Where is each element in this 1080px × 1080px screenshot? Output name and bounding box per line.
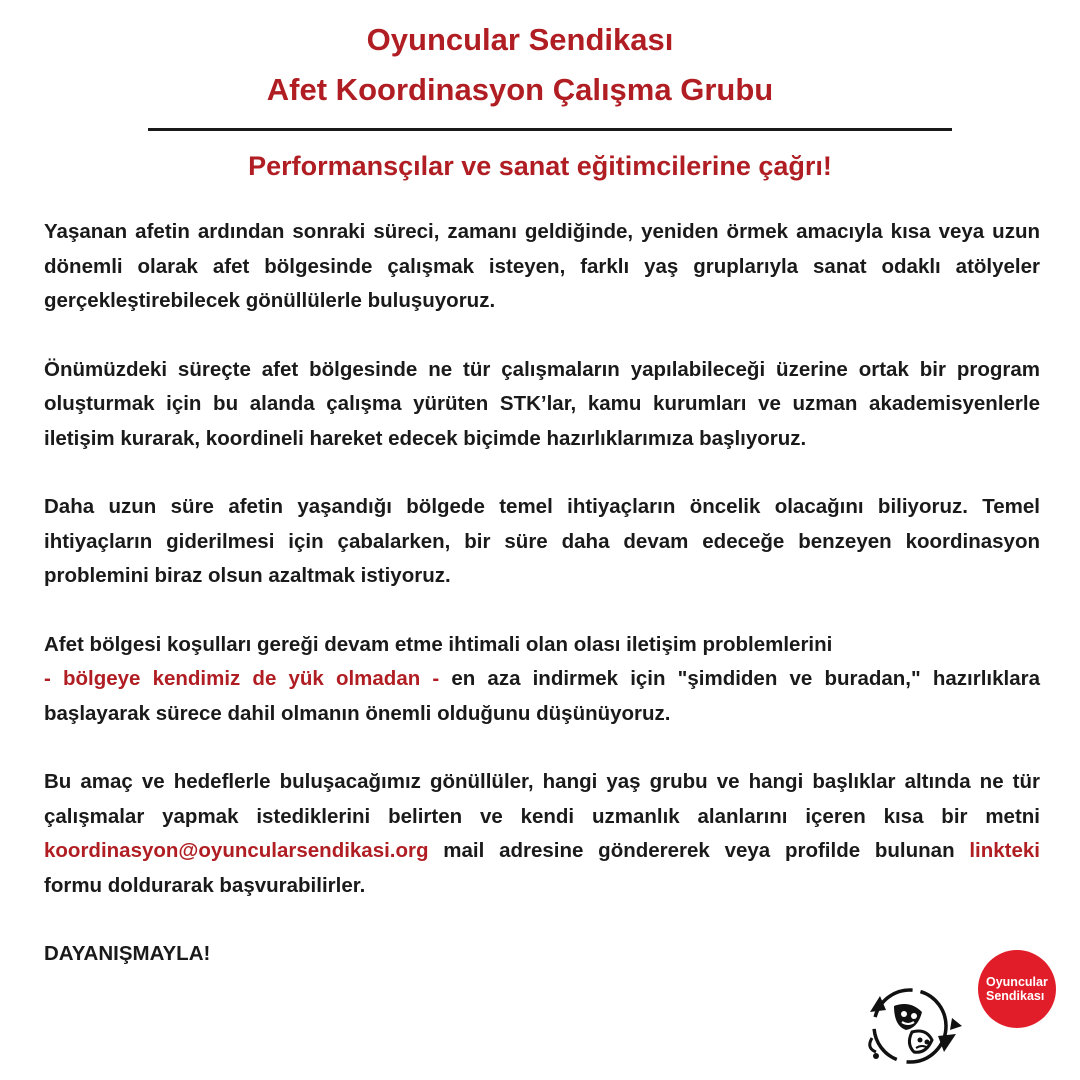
page-title-line-1: Oyuncular Sendikası	[366, 22, 674, 57]
page-subtitle: Performansçılar ve sanat eğitimcilerine çağrı!	[248, 151, 832, 181]
paragraph-5-part-1: Bu amaç ve hedeflerle buluşacağımız gönüllüler, hangi yaş grubu ve hangi başlıklar altında ne tür çalışmalar yapmak istediklerini belirten ve kendi uzmanlık alanlarını içeren kısa bir metni	[44, 770, 1040, 828]
title-divider	[148, 128, 952, 131]
union-logo-line-2: Sendikası	[986, 989, 1045, 1003]
sign-off: DAYANIŞMAYLA!	[44, 942, 211, 965]
paragraph-4-part-2: en aza indirmek için "şimdiden ve buradan," hazırlıklara başlayarak sürece dahil olmanın önemli olduğunu düşünüyoruz.	[44, 667, 1040, 725]
paragraph-3: Daha uzun süre afetin yaşandığı bölgede temel ihtiyaçların öncelik olacağını biliyoruz. Temel ihtiyaçların giderilmesi için çabalarken, bir süre daha devam edeceğe benzeyen koordinasyon problemini biraz olsun azaltmak istiyoruz.	[44, 495, 1040, 587]
paragraph-5-part-3: formu doldurarak başvurabilirler.	[44, 873, 366, 897]
page-title-line-2: Afet Koordinasyon Çalışma Grubu	[266, 72, 774, 107]
theatre-masks-emblem-icon	[860, 982, 964, 1068]
paragraph-5	[44, 765, 1040, 903]
union-logo-line-1: Oyuncular	[986, 975, 1048, 989]
paragraph-2: Önümüzdeki süreçte afet bölgesinde ne tür çalışmaların yapılabileceği üzerine ortak bir program oluşturmak için bu alanda çalışma yürüten STK’lar, kamu kurumları ve uzman akademisyenlerle iletişim kurarak, koordineli hareket edecek biçimde hazırlıklarımıza başlıyoruz.	[44, 357, 1040, 450]
paragraph-1: Yaşanan afetin ardından sonraki süreci, zamanı geldiğinde, yeniden örmek amacıyla kısa veya uzun dönemli olarak afet bölgesinde çalışmak isteyen, farklı yaş gruplarıyla sanat odaklı atölyeler gerçekleştirebilecek gönüllülerle buluşuyoruz.	[44, 220, 1040, 312]
paragraph-4	[44, 628, 1040, 732]
form-link[interactable]: linkteki	[969, 839, 1040, 862]
body-text	[44, 215, 1040, 1006]
union-logo	[978, 950, 1056, 1028]
paragraph-4-part-1: Afet bölgesi koşulları gereği devam etme ihtimali olan olası iletişim problemlerini	[44, 632, 833, 656]
email-link[interactable]: koordinasyon@oyuncularsendikasi.org	[44, 839, 429, 862]
paragraph-4-highlight: - bölgeye kendimiz de yük olmadan -	[44, 667, 440, 690]
paragraph-5-part-2: mail adresine göndererek veya profilde bulunan	[428, 839, 970, 862]
